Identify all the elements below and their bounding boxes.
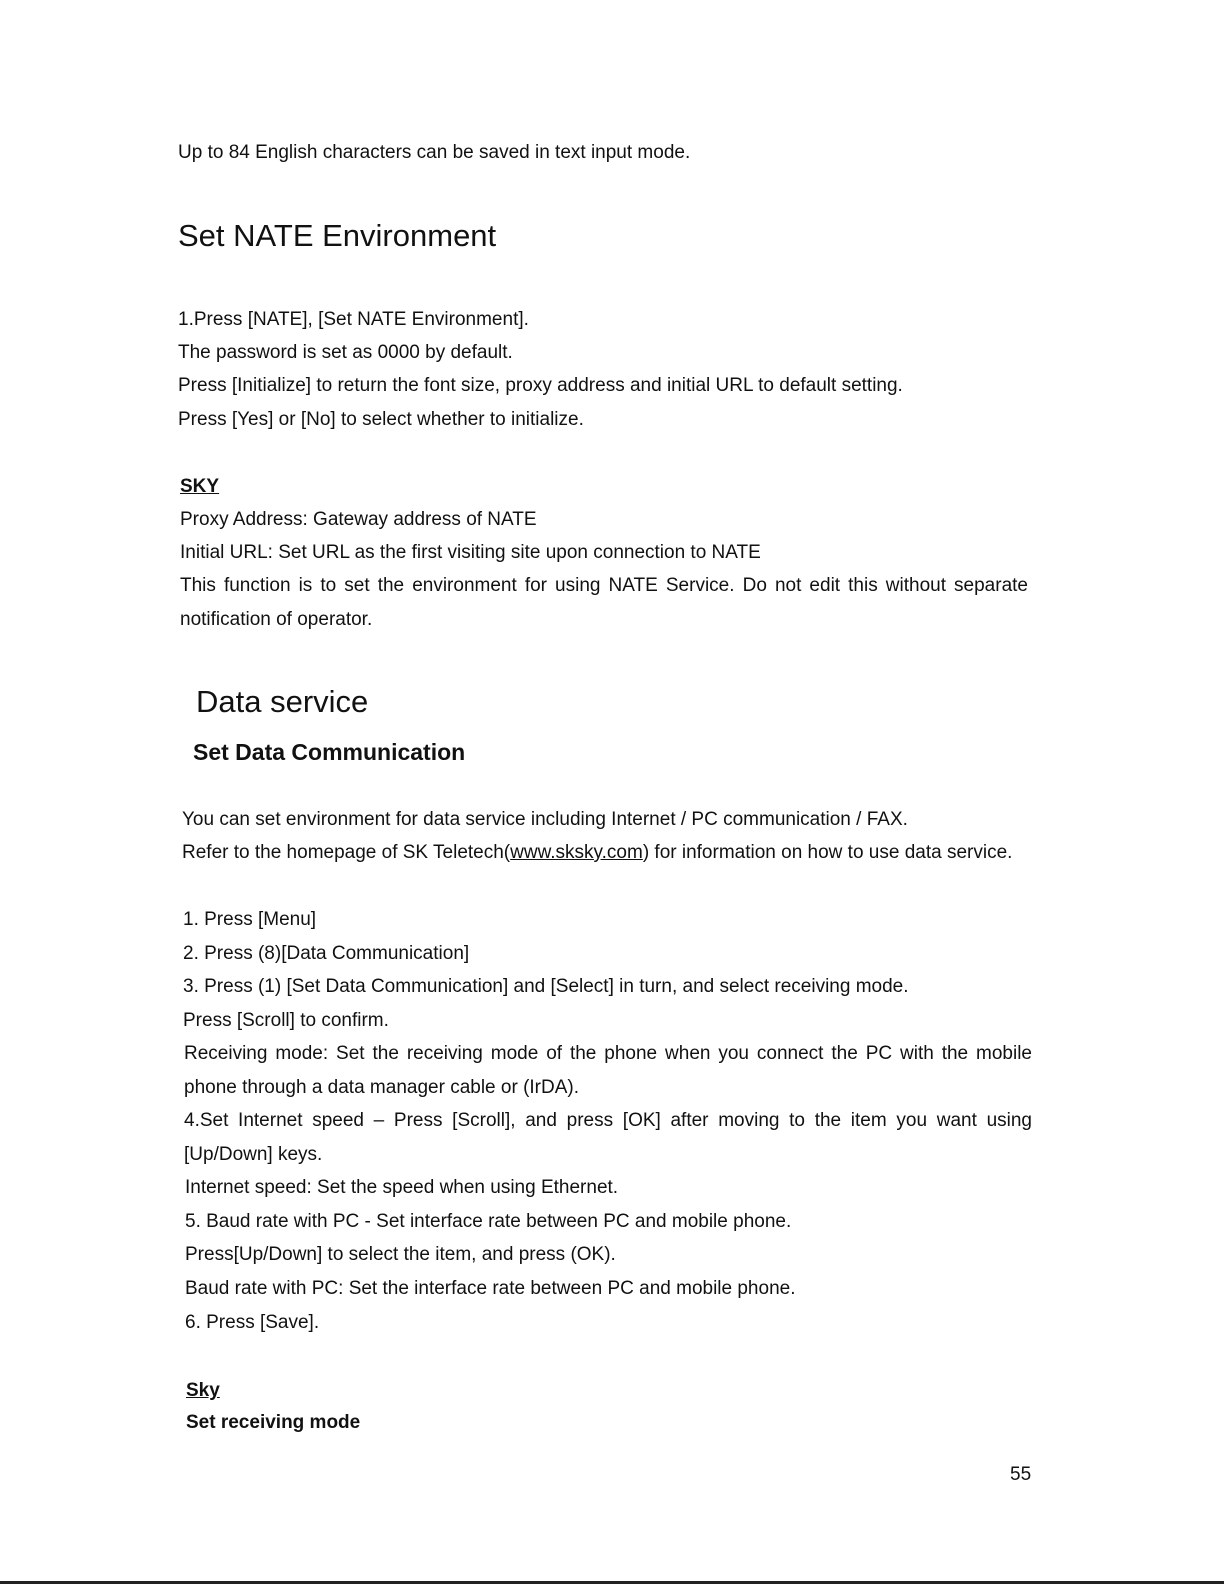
set-receiving-mode-heading: Set receiving mode [186, 1412, 361, 1433]
data-step-1: 1. Press [Menu] [183, 909, 317, 930]
data-step-6: 6. Press [Save]. [185, 1312, 320, 1333]
receiving-mode-description: Receiving mode: Set the receiving mode of the phone when you connect the PC with the mobile [184, 1043, 1032, 1064]
receiving-mode-description-cont: phone through a data manager cable or (IrDA). [184, 1077, 580, 1098]
homepage-note-prefix: Refer to the homepage of SK Teletech( [182, 842, 511, 863]
homepage-note-suffix: ) for information on how to use data service. [642, 842, 1013, 863]
nate-initial-url: Initial URL: Set URL as the first visiting site upon connection to NATE [180, 542, 761, 563]
nate-operator-note: notification of operator. [180, 609, 373, 630]
data-step-4-cont: [Up/Down] keys. [184, 1144, 323, 1165]
data-service-homepage-note [182, 841, 1012, 865]
internet-speed-description: Internet speed: Set the speed when using Ethernet. [185, 1177, 619, 1198]
data-step-3-confirm: Press [Scroll] to confirm. [183, 1010, 389, 1031]
nate-sky-label: SKY [180, 476, 220, 497]
nate-initialize-note: Press [Initialize] to return the font size, proxy address and initial URL to default setting. [178, 375, 903, 396]
section-title-data-service: Data service [196, 684, 369, 719]
nate-step-1: 1.Press [NATE], [Set NATE Environment]. [178, 309, 529, 330]
data-step-2: 2. Press (8)[Data Communication] [183, 943, 470, 964]
data-service-description: You can set environment for data service including Internet / PC communication / FAX. [182, 809, 908, 830]
data-sky-label: Sky [186, 1380, 220, 1401]
data-step-3: 3. Press (1) [Set Data Communication] and [Select] in turn, and select receiving mode. [183, 976, 909, 997]
nate-password-note: The password is set as 0000 by default. [178, 342, 513, 363]
homepage-link[interactable]: www.sksky.com [510, 842, 643, 863]
section-title-nate: Set NATE Environment [178, 218, 497, 253]
data-step-5-select: Press[Up/Down] to select the item, and press (OK). [185, 1244, 616, 1265]
nate-proxy-address: Proxy Address: Gateway address of NATE [180, 509, 537, 530]
subsection-title-data-communication: Set Data Communication [193, 739, 466, 765]
baud-rate-description: Baud rate with PC: Set the interface rate between PC and mobile phone. [185, 1278, 796, 1299]
page-number: 55 [1010, 1464, 1032, 1485]
nate-function-note: This function is to set the environment for using NATE Service. Do not edit this without separate [180, 575, 1028, 596]
data-step-4: 4.Set Internet speed – Press [Scroll], and press [OK] after moving to the item you want using [184, 1110, 1032, 1131]
data-step-5: 5. Baud rate with PC - Set interface rate between PC and mobile phone. [185, 1211, 792, 1232]
nate-yes-no-note: Press [Yes] or [No] to select whether to initialize. [178, 409, 584, 430]
intro-text: Up to 84 English characters can be saved in text input mode. [178, 142, 691, 163]
